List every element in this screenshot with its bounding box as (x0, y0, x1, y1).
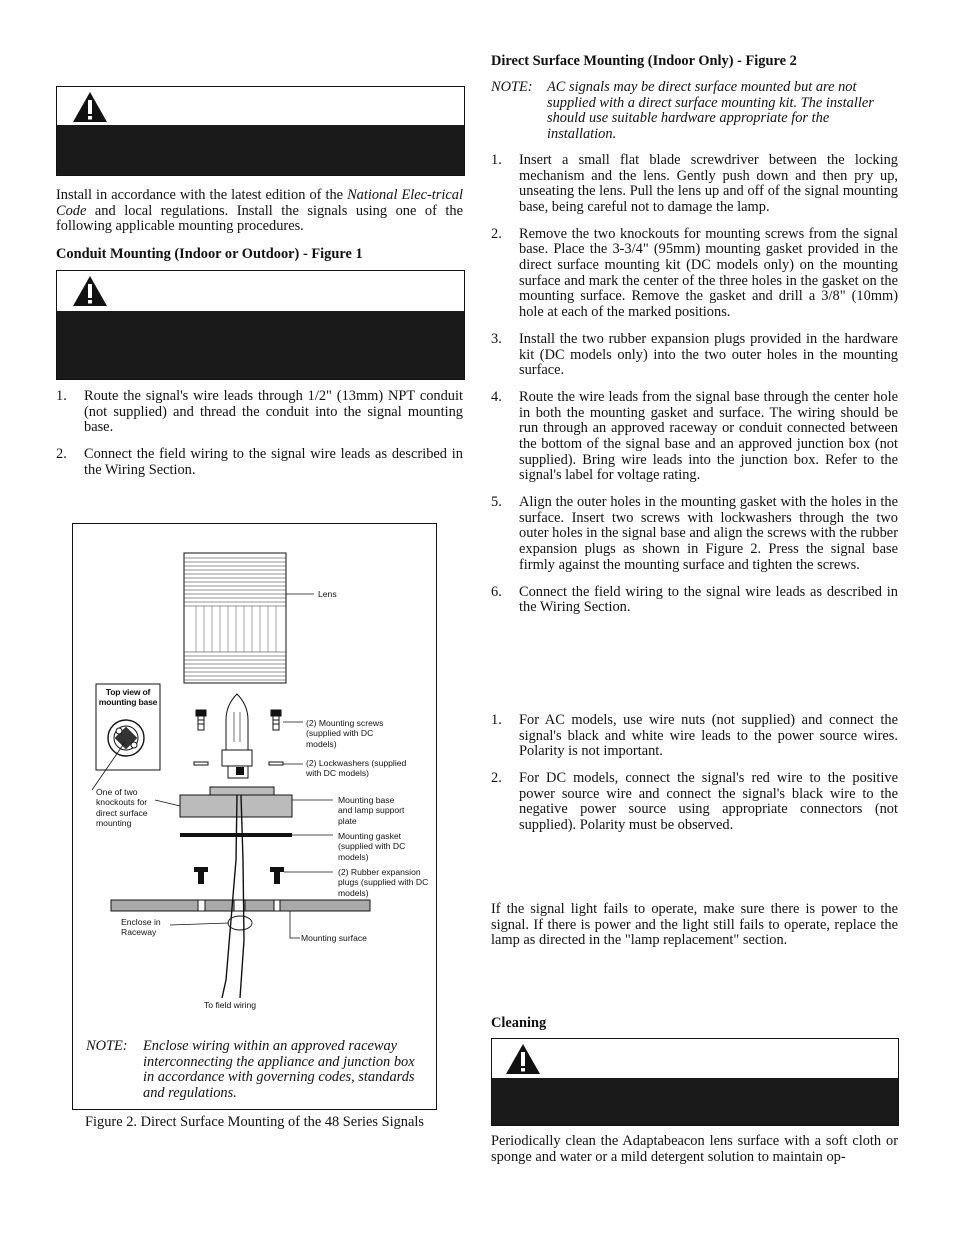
label-enclose: Enclose in Raceway (121, 917, 161, 938)
wires-drawing (222, 795, 244, 998)
label-lens: Lens (318, 589, 337, 599)
lamp-drawing (222, 694, 252, 778)
cleaning-paragraph: Periodically clean the Adaptabeacon lens surface with a soft cloth or sponge and water or a mild detergent solution to maintain op- (491, 1133, 898, 1165)
list-item: 1. Route the signal's wire leads through 1/2" (13mm) NPT conduit (not supplied) and thread the conduit into the signal mounting base. (56, 388, 463, 436)
wiring-steps (491, 713, 898, 845)
label-gasket: Mounting gasket (supplied with DC models) (338, 831, 406, 862)
cleaning-heading: Cleaning (491, 1015, 547, 1031)
figure-note (86, 1039, 426, 1105)
label-field: To field wiring (204, 1000, 257, 1010)
warning-triangle-icon (505, 1043, 541, 1075)
label-top-view: Top view of mounting base (98, 687, 158, 707)
lens-drawing (184, 553, 314, 683)
note-label: NOTE: (86, 1038, 128, 1054)
direct-note (491, 80, 898, 144)
list-item: 2. For DC models, connect the signal's red wire to the positive power source wire and connect the signal's black wire to the negative power source using appropriate connectors (not supplied). Polarity must be observed. (491, 770, 898, 834)
intro-paragraph: Install in accordance with the latest edition of the National Elec-trical Code and local regulations. Install the signals using one of the following applicable mounting procedures. (56, 187, 463, 235)
warning-panel (492, 1078, 898, 1125)
list-item: 1. For AC models, use wire nuts (not supplied) and connect the signal's black and white wire leads to the power source wires. Polarity is not important. (491, 712, 898, 760)
base-plate-drawing (155, 787, 333, 817)
note-text: AC signals may be direct surface mounted but are not supplied with a direct surface mounting kit. The installer should use suitable hardware appropriate for the installation. (547, 79, 874, 142)
label-plugs: (2) Rubber expansion plugs (supplied with DC models) (338, 867, 429, 898)
troubleshoot-paragraph: If the signal light fails to operate, make sure there is power to the signal. If there is power and the light still fails to operate, replace the lamp as directed in the "lamp replacement" section. (491, 901, 898, 949)
label-lockwashers: (2) Lockwashers (supplied with DC models) (306, 758, 407, 779)
label-surface: Mounting surface (301, 933, 367, 943)
warning-box-3 (491, 1038, 899, 1126)
direct-steps (491, 153, 898, 627)
raceway-ellipse (228, 916, 252, 930)
note-text: Enclose wiring within an approved raceway interconnecting the appliance and junction box in accordance with governing codes, standards and regulations. (143, 1038, 415, 1101)
label-base: Mounting base and lamp support plate (338, 795, 405, 826)
plugs-drawing (194, 867, 284, 884)
list-item: 2. Remove the two knockouts for mounting screws from the signal base. Place the 3-3/4" (95mm) mounting gasket provided in the direct surface mounting kit (DC models only) on the mounting surface and mark the center of the three holes in the gasket on the mounting surface. Remove the gasket and drill a 3/8" (10mm) hole at each of the marked positions. (491, 225, 898, 320)
list-item: 1. Insert a small flat blade screwdriver between the locking mechanism and the lens. Gently push down and then pry up, unseating the lens. Pull the lens up and off of the signal mounting base, being careful not to damage the lamp. (491, 152, 898, 215)
list-item: 6. Connect the field wiring to the signal wire leads as described in the Wiring Section. (491, 583, 898, 616)
figure-caption: Figure 2. Direct Surface Mounting of the 48 Series Signals (85, 1114, 424, 1130)
direct-heading: Direct Surface Mounting (Indoor Only) - Figure 2 (491, 53, 797, 69)
list-item: 5. Align the outer holes in the mounting gasket with the holes in the surface. Insert two screws with lockwashers through the two outer holes in the signal base and align the screws with the rubber expansion plugs as shown in Figure 2. Press the signal base firmly against the mounting surface and tighten the screws. (491, 494, 898, 573)
list-item: 4. Route the wire leads from the signal base through the center hole in both the mounting gasket and surface. The wiring should be run through an approved raceway or conduit connected between the bottom of the signal base and an approved junction box (not supplied). Bring wire leads into the junction box. Refer to the signal's label for voltage rating. (491, 389, 898, 484)
label-screws: (2) Mounting screws (supplied with DC models) (306, 718, 384, 749)
conduit-heading: Conduit Mounting (Indoor or Outdoor) - Figure 1 (56, 246, 363, 262)
label-knockouts: One of two knockouts for direct surface mounting (96, 787, 148, 829)
note-label: NOTE: (491, 79, 533, 95)
list-item: 2. Connect the field wiring to the signal wire leads as described in the Wiring Section. (56, 446, 463, 478)
list-item: 3. Install the two rubber expansion plugs provided in the hardware kit (DC models only) into the two outer holes in the mounting surface. (491, 330, 898, 379)
